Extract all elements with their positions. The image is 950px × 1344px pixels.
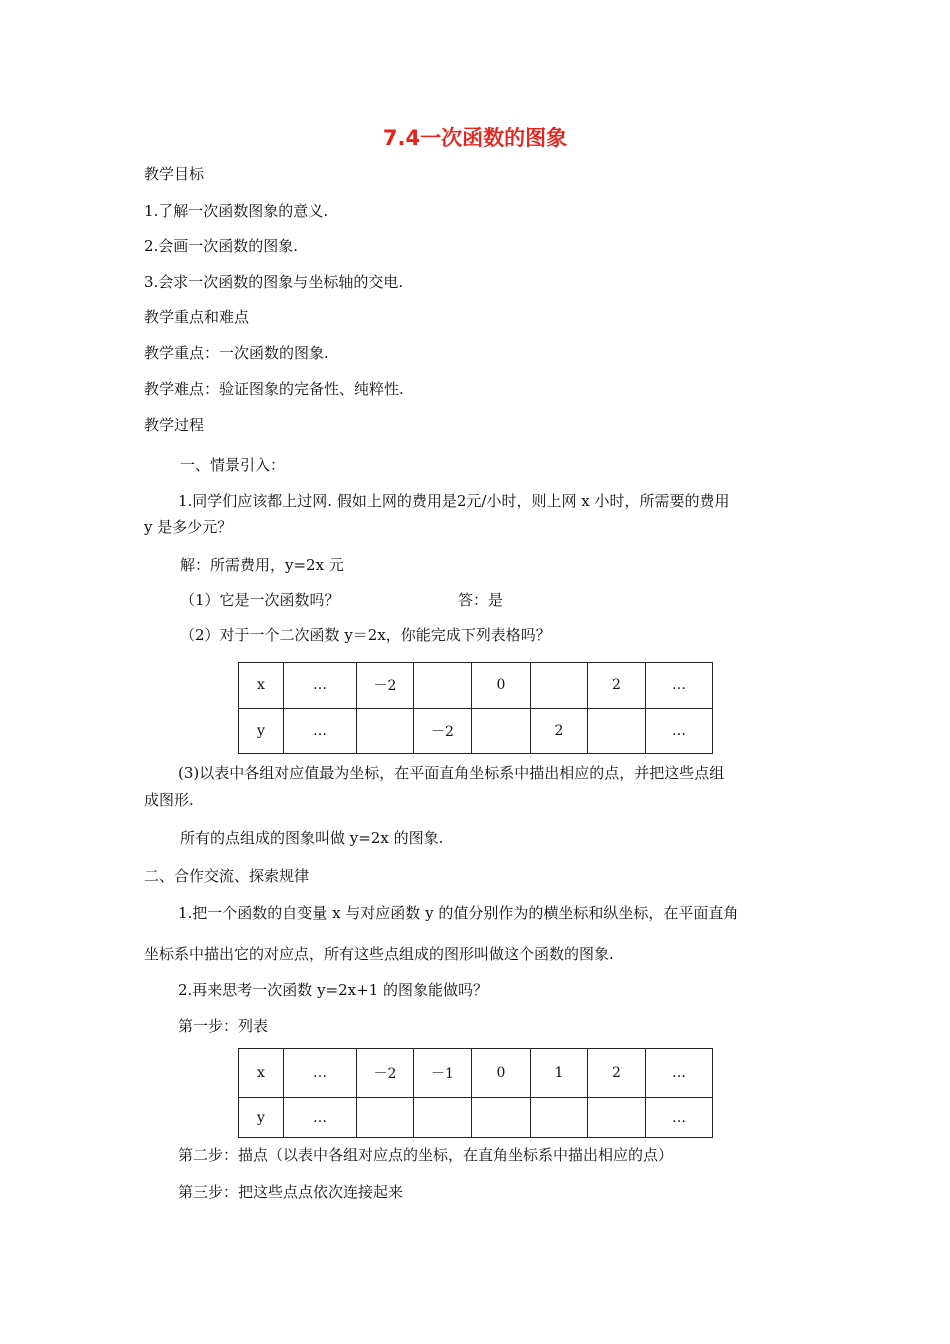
table-cell: －2	[357, 663, 414, 709]
table-cell: …	[646, 708, 713, 754]
difficulty-point: 教学难点：验证图象的完备性、纯粹性.	[144, 380, 404, 398]
step2-label: 第二步：描点（以表中各组对应点的坐标，在直角坐标系中描出相应的点）	[178, 1146, 674, 1164]
table-cell: 0	[472, 663, 531, 709]
table-cell: y	[239, 1098, 284, 1138]
table-cell: 2	[588, 663, 646, 709]
table-cell: x	[239, 663, 284, 709]
table-cell: －2	[414, 708, 472, 754]
table-cell	[531, 663, 588, 709]
table-cell: 2	[531, 708, 588, 754]
table-cell: y	[239, 708, 284, 754]
table-row	[239, 1049, 713, 1098]
key-point: 教学重点：一次函数的图象.	[144, 344, 329, 362]
section2-para1-line2: 坐标系中描出它的对应点，所有这些点组成的图形叫做这个函数的图象.	[144, 945, 614, 963]
table-cell	[414, 1098, 472, 1138]
question-a-answer: 答：是	[458, 591, 504, 609]
table-cell: …	[284, 708, 357, 754]
table-cell	[588, 1098, 646, 1138]
table-row	[239, 663, 713, 709]
question-c-line1: (3)以表中各组对应值最为坐标，在平面直角坐标系中描出相应的点，并把这些点组	[178, 764, 725, 782]
goal-item-2: 2.会画一次函数的图象.	[144, 237, 299, 255]
table-cell	[414, 663, 472, 709]
table-cell: 1	[531, 1049, 588, 1098]
conclusion-line: 所有的点组成的图象叫做 y=2x 的图象.	[180, 829, 444, 847]
section2-heading: 二、合作交流、探索规律	[144, 867, 310, 885]
table-cell	[357, 708, 414, 754]
question1-line1: 1.同学们应该都上过网. 假如上网的费用是2元/小时，则上网 x 小时，所需要的费用	[178, 492, 730, 510]
table-cell	[588, 708, 646, 754]
table-cell: x	[239, 1049, 284, 1098]
step3-label: 第三步：把这些点点依次连接起来	[178, 1183, 404, 1201]
table-cell	[472, 708, 531, 754]
table-cell	[357, 1098, 414, 1138]
step1-label: 第一步：列表	[178, 1017, 269, 1035]
question1-line2: y 是多少元？	[144, 518, 233, 536]
process-heading: 教学过程	[144, 416, 205, 434]
table-row	[239, 708, 713, 754]
table-cell: 2	[588, 1049, 646, 1098]
key-points-heading: 教学重点和难点	[144, 308, 250, 326]
table-cell: －1	[414, 1049, 472, 1098]
section2-para1-line1: 1.把一个函数的自变量 x 与对应函数 y 的值分别作为的横坐标和纵坐标，在平面直角	[178, 904, 739, 922]
goals-heading: 教学目标	[144, 165, 205, 183]
question-c-line2: 成图形.	[144, 791, 194, 809]
question-a: （1）它是一次函数吗？	[180, 591, 340, 609]
section1-heading: 一、情景引入：	[180, 456, 286, 474]
table-cell: …	[646, 1098, 713, 1138]
question-b: （2）对于一个二次函数 y＝2x，你能完成下列表格吗？	[180, 626, 551, 644]
goal-item-1: 1.了解一次函数图象的意义.	[144, 202, 329, 220]
table-cell: …	[284, 663, 357, 709]
table-cell	[531, 1098, 588, 1138]
table-cell: …	[646, 1049, 713, 1098]
section2-para2: 2.再来思考一次函数 y=2x+1 的图象能做吗？	[178, 981, 489, 999]
answer-line: 解：所需费用，y=2x 元	[180, 556, 344, 574]
value-table-2	[238, 1048, 713, 1138]
table-cell: …	[284, 1098, 357, 1138]
table-cell: …	[646, 663, 713, 709]
table-cell: …	[284, 1049, 357, 1098]
table-row	[239, 1098, 713, 1138]
table-cell: －2	[357, 1049, 414, 1098]
value-table-1	[238, 662, 713, 754]
page-title: 7.4一次函数的图象	[382, 126, 568, 150]
goal-item-3: 3.会求一次函数的图象与坐标轴的交电.	[144, 273, 404, 291]
table-cell	[472, 1098, 531, 1138]
table-cell: 0	[472, 1049, 531, 1098]
